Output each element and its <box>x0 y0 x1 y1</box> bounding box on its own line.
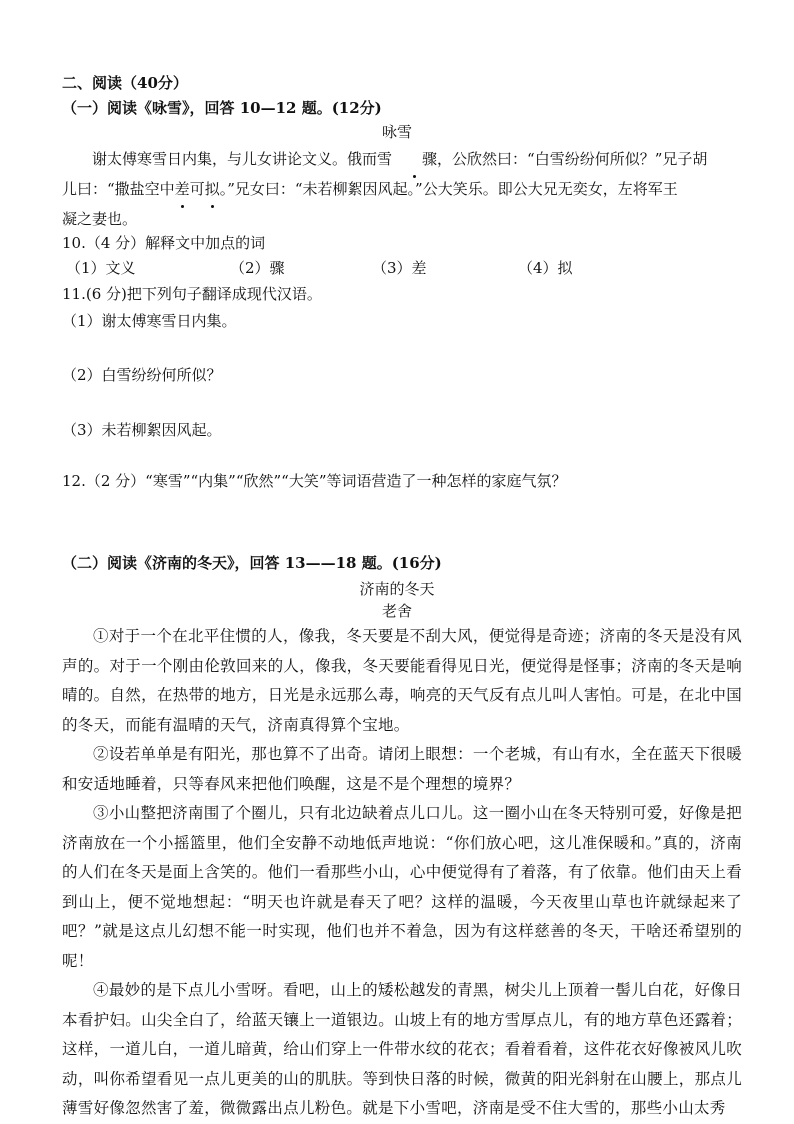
dotted-word-ni: 拟 <box>205 174 220 204</box>
part2-author: 老舍 <box>381 602 412 620</box>
passage-seg: 凝之妻也。 <box>62 210 138 228</box>
part2-text-title: 济南的冬天 <box>359 580 435 598</box>
paragraph-1: ①对于一个在北平住惯的人，像我，冬天要是不刮大风，便觉得是奇迹；济南的冬天是没有风声的。对于一个刚由伦敦回来的人，像我，冬天要能看得见日光，便觉得是怪事；济南的冬天是响晴的。自然，在热带的地方，日光是永远那么毒，响亮的天气反有点儿叫人害怕。可是，在北中国的冬天，而能有温晴的天气，济南真得算个宝地。 <box>62 627 742 734</box>
passage-seg: 谢太傅寒雪日内集，与儿女讲论文义。俄而雪 <box>92 150 393 168</box>
q10-option-4: （4）拟 <box>518 259 573 277</box>
dotted-word-cha: 差 <box>175 174 190 204</box>
q11-sentence-3: （3）未若柳絮因风起。 <box>62 421 222 439</box>
part2-header: （二）阅读《济南的冬天》，回答 13——18 题。(16分) <box>62 554 442 572</box>
part1-text-title: 咏雪 <box>381 123 412 141</box>
part1-passage <box>62 144 742 234</box>
q11-stem: 11.(6 分)把下列句子翻译成现代汉语。 <box>62 285 322 303</box>
section-title: 二、阅读（40分） <box>62 74 188 92</box>
passage-seg: 可 <box>189 180 205 198</box>
paragraph-2: ②设若单单是有阳光，那也算不了出奇。请闭上眼想：一个老城，有山有水，全在蓝天下很暖和安适地睡着，只等春风来把他们唤醒，这是不是个理想的境界？ <box>62 745 742 793</box>
part1-header: （一）阅读《咏雪》，回答 10—12 题。(12分) <box>62 99 382 117</box>
passage-seg: 儿曰：“撒盐空中 <box>62 180 175 198</box>
q10-stem: 10.（4 分）解释文中加点的词 <box>62 234 266 252</box>
q11-sentence-1: （1）谢太傅寒雪日内集。 <box>62 312 237 330</box>
q10-option-2: （2）骤 <box>230 259 285 277</box>
passage-seg: 。”兄女曰：“未若柳絮因风起。”公大笑乐。即公大兄无奕女，左将军王 <box>219 180 678 198</box>
q11-sentence-2: （2）白雪纷纷何所似？ <box>62 366 222 384</box>
passage-seg: ，公欣然曰：“白雪纷纷何所似？”兄子胡 <box>437 150 708 168</box>
dotted-word-zhou: 骤 <box>392 144 437 174</box>
q12-stem: 12.（2 分）“寒雪”“内集”“欣然”“大笑”等词语营造了一种怎样的家庭气氛？ <box>62 472 567 490</box>
q10-option-1: （1）文义 <box>66 259 136 277</box>
paragraph-3: ③小山整把济南围了个圈儿，只有北边缺着点儿口儿。这一圈小山在冬天特别可爱，好像是把济南放在一个小摇篮里，他们全安静不动地低声地说：“你们放心吧，这儿准保暖和。”真的，济南的人们在冬天是面上含笑的。他们一看那些小山，心中便觉得有了着落，有了依靠。他们由天上看到山上，便不觉地想起：“明天也许就是春天了吧？这样的温暖，今天夜里山草也许就绿起来了吧？”就是这点儿幻想不能一时实现，他们也并不着急，因为有这样慈善的冬天，干啥还希望别的呢！ <box>62 804 742 970</box>
part2-passage <box>62 622 742 1124</box>
paragraph-4: ④最妙的是下点儿小雪呀。看吧，山上的矮松越发的青黑，树尖儿上顶着一髻儿白花，好像日本看护妇。山尖全白了，给蓝天镶上一道银边。山坡上有的地方雪厚点儿，有的地方草色还露着；这样，一道儿白，一道儿暗黄，给山们穿上一件带水纹的花衣；看着看着，这件花衣好像被风儿吹动，叫你希望看见一点儿更美的山的肌肤。等到快日落的时候，微黄的阳光斜射在山腰上，那点儿薄雪好像忽然害了羞，微微露出点儿粉色。就是下小雪吧，济南是受不住大雪的，那些小山太秀 <box>62 981 742 1117</box>
q10-option-3: （3）差 <box>372 259 427 277</box>
